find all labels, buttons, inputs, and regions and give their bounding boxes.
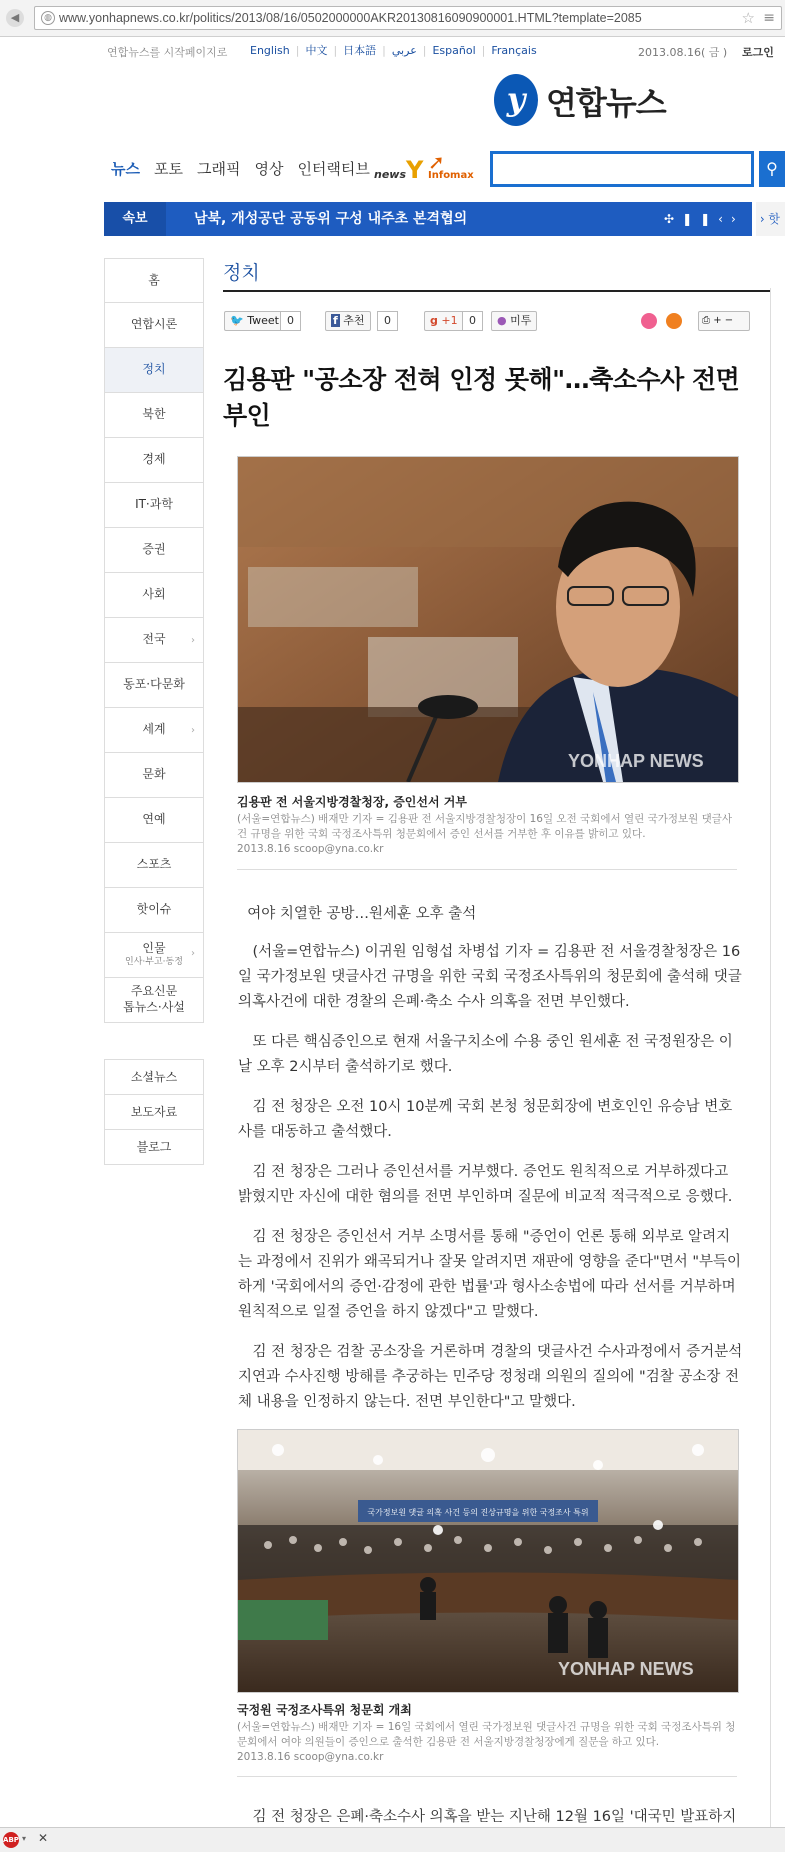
paragraph-cut: 김 전 청장은 은폐·축소수사 의혹을 받는 지난해 12월 16일 '대국민 발표하지 [252, 1809, 737, 1825]
me2day-button[interactable] [491, 311, 537, 331]
print-icon[interactable]: ⎙ [702, 315, 710, 326]
photo1-date: 2013.8.16 [237, 843, 291, 856]
left-menu-extra [104, 1059, 204, 1165]
adblock-icon[interactable]: ABP [3, 1832, 19, 1848]
paragraph: 김 전 청장은 오전 10시 10분께 국회 본청 청문회장에 변호인인 유승남 변호사를 대동하고 출석했다. [238, 1099, 733, 1140]
menu-label: 핫이슈 [136, 902, 172, 917]
gplus-button[interactable] [424, 311, 464, 331]
caption-divider [237, 869, 737, 870]
me2day-icon: ● [497, 314, 507, 327]
photo2-date: 2013.8.16 [237, 1751, 291, 1764]
facebook-recommend-button[interactable] [325, 311, 371, 331]
photo1-watermark: YONHAP NEWS [568, 751, 704, 771]
paragraph: 또 다른 핵심증인으로 현재 서울구치소에 수용 중인 원세훈 전 국정원장은 이날 오후 2시부터 출석하기로 했다. [238, 1034, 733, 1075]
nav-graphic[interactable]: 그래픽 [196, 160, 241, 178]
article-subtitle-text: 여야 치열한 공방…원세훈 오후 출석 [247, 906, 477, 922]
menu-label: 정치 [142, 362, 166, 377]
menu-culture[interactable] [104, 753, 204, 798]
caption-divider [237, 1776, 737, 1777]
menu-economy[interactable] [104, 438, 204, 483]
lang-arabic[interactable]: عربي [391, 44, 417, 57]
menu-newspapers[interactable] [104, 978, 204, 1023]
nav-video[interactable]: 영상 [254, 160, 284, 178]
tweet-button[interactable] [224, 311, 285, 331]
gplus-count: 0 [462, 311, 483, 331]
paragraph: 김 전 청장은 그러나 증인선서를 거부했다. 증언도 원칙적으로 거부하겠다고 밝혔지만 자신에 대한 혐의를 전면 부인하며 질문에 비교적 적극적으로 응했다. [238, 1164, 733, 1205]
nav-news[interactable]: 뉴스 [111, 160, 140, 178]
paragraph: 김 전 청장은 검찰 공소장을 거론하며 경찰의 댓글사건 수사과정에서 증거분석 지연과 수사진행 방해를 추궁하는 민주당 정청래 의원의 질의에 "검찰 공소장 전체 내용을 인정하지 않는다. 전면 부인한다"고 말했다. [238, 1344, 743, 1410]
breaking-news-bar [104, 202, 752, 236]
menu-label-2: 톱뉴스·사설 [123, 1000, 185, 1014]
logo-mark: y [494, 74, 538, 126]
menu-icon[interactable]: ≡ [763, 10, 775, 26]
breaking-loading-icon: ✣ [664, 212, 683, 226]
menu-press-release[interactable]: 보도자료 [105, 1094, 203, 1129]
prev-icon[interactable]: ‹ [718, 212, 731, 226]
section-divider [223, 290, 770, 292]
menu-label: 경제 [142, 452, 166, 467]
paragraph: 김 전 청장은 증인선서 거부 소명서를 통해 "증언이 언론 통해 외부로 알려지는 과정에서 진위가 왜곡되거나 잘못 알려지면 재판에 영향을 준다"면서 "부득이하게 '국회에서의 증언·감정에 관한 법률'과 형사소송법에 따라 선서를 거부하며 원칙적으로 일절 증언을 하지 않겠다"고 말했다. [238, 1229, 742, 1320]
lang-spanish[interactable]: Español [432, 44, 476, 57]
photo1-caption-title: 김용판 전 서울지방경찰청장, 증인선서 거부 [237, 795, 467, 809]
menu-sports[interactable] [104, 843, 204, 888]
pause-icon[interactable]: ❚❚ [682, 212, 719, 226]
menu-politics[interactable] [104, 348, 204, 393]
photo2-caption-title: 국정원 국정조사특위 청문회 개최 [237, 1703, 412, 1717]
photo1-caption-desc: (서울=연합뉴스) 배재만 기자 = 김용판 전 서울지방경찰청장이 16일 오전 국회에서 열린 국가정보원 댓글사건 규명을 위한 국회 국정조사특위 청문회에서 증인 선서를 거부한 후 이유를 밝히고 있다. [237, 813, 733, 841]
menu-label: 스포츠 [136, 857, 172, 872]
article-headline: 김용판 "공소장 전혀 인정 못해"…축소수사 전면 부인 [223, 365, 740, 431]
menu-label: 세계 [142, 722, 166, 737]
print-font-tools[interactable] [698, 311, 750, 331]
menu-home[interactable] [104, 258, 204, 303]
share-icon[interactable] [666, 313, 682, 329]
photo2-banner: 국가정보원 댓글 의혹 사건 등의 진상규명을 위한 국정조사 특위 [367, 1508, 589, 1517]
language-links: English | 中文 | 日本語 | عربي | Español | Français [250, 44, 537, 57]
globe-icon: ◍ [41, 11, 55, 25]
menu-label: 인물 [142, 941, 166, 956]
photo2-caption [237, 1720, 737, 1766]
menu-label: IT·과학 [135, 497, 173, 512]
site-logo[interactable] [494, 72, 694, 128]
left-menu [104, 258, 204, 1023]
chevron-right-icon: › [191, 634, 195, 646]
menu-multicultural[interactable] [104, 663, 204, 708]
me2day-label: 미투 [510, 314, 532, 327]
menu-label: 주요신문 [130, 984, 178, 999]
menu-people[interactable] [104, 933, 204, 978]
menu-label: 사회 [142, 587, 166, 602]
photo1-email: scoop@yna.co.kr [293, 843, 384, 856]
photo2-watermark: YONHAP NEWS [558, 1659, 694, 1679]
search-input[interactable] [490, 151, 754, 187]
tweet-count: 0 [280, 311, 301, 331]
menu-northkorea[interactable] [104, 393, 204, 438]
nav-photo[interactable]: 포토 [153, 160, 183, 178]
logo-text: 연합뉴스 [546, 84, 666, 122]
menu-label: 문화 [142, 767, 166, 782]
menu-label: 동포·다문화 [123, 677, 185, 692]
emotion-icon[interactable] [641, 313, 657, 329]
infomax-label: Infomax [428, 170, 474, 181]
menu-label: 연합시론 [130, 317, 178, 332]
search-icon[interactable]: ⚲ [759, 151, 785, 187]
photo2-email: scoop@yna.co.kr [293, 1751, 384, 1764]
browser-addon-bar [0, 1827, 785, 1852]
photo2-caption-credit [237, 1750, 737, 1765]
login-link[interactable]: 로그인 [742, 46, 774, 59]
font-decrease-icon[interactable]: − [724, 315, 734, 326]
twitter-icon: 🐦 [230, 314, 244, 327]
next-icon[interactable]: › [730, 212, 744, 226]
gplus-icon: g [430, 314, 438, 327]
breaking-tag: 속보 [104, 202, 166, 236]
menu-label: 북한 [142, 407, 166, 422]
menu-sublabel: 인사·부고·동정 [125, 956, 183, 967]
breaking-controls [664, 202, 744, 236]
menu-stocks[interactable] [104, 528, 204, 573]
menu-regional[interactable] [104, 618, 204, 663]
photo2-caption-desc: (서울=연합뉴스) 배재만 기자 = 16일 국회에서 열린 국가정보원 댓글사건 규명을 위한 국회 국정조사특위 청문회에서 여야 의원들이 증인으로 출석한 김용판 전 서울지방경찰청장에게 질문을 하고 있다. [237, 1721, 736, 1749]
nav-interactive[interactable]: 인터랙티브 [297, 160, 370, 178]
menu-label: 홈 [148, 272, 160, 287]
next-panel-icon[interactable]: › 핫 [756, 202, 785, 236]
article-subtitle [238, 902, 476, 923]
infomax-arrow-icon: ➚ [428, 150, 445, 174]
address-bar[interactable] [34, 6, 782, 30]
menu-editorial[interactable] [104, 303, 204, 348]
menu-label: 연예 [142, 812, 166, 827]
menu-blog[interactable]: 블로그 [105, 1129, 203, 1164]
dropdown-icon[interactable]: ▾ [22, 1834, 27, 1843]
back-icon[interactable]: ◀ [6, 9, 24, 27]
content-border [770, 288, 771, 1851]
url-text: www.yonhapnews.co.kr/politics/2013/08/16/0502000000AKR20130816090900001.HTML?template=2085 [59, 11, 642, 25]
facebook-icon: f [333, 314, 338, 327]
newsy-y-icon: Y [406, 156, 424, 184]
photo1-caption-credit [237, 842, 737, 857]
paragraph: (서울=연합뉴스) 이귀원 임형섭 차병섭 기자 = 김용판 전 서울경찰청장은 16일 국가정보원 댓글사건 규명을 위한 국회 국정조사특위의 청문회에 출석해 댓글 의혹사건에 대한 경찰의 은폐·축소 수사 의혹을 전면 부인했다. [238, 944, 742, 1010]
close-icon[interactable]: ✕ [38, 1831, 49, 1845]
menu-label: 증권 [142, 542, 166, 557]
breaking-headline[interactable]: 남북, 개성공단 공동위 구성 내주초 본격협의 [194, 211, 468, 227]
browser-toolbar [0, 0, 785, 37]
article-photo-1[interactable] [237, 456, 739, 783]
lang-japanese[interactable]: 日本語 [343, 44, 377, 57]
chevron-right-icon: › [191, 948, 195, 959]
section-title[interactable]: 정치 [223, 262, 260, 284]
menu-society[interactable] [104, 573, 204, 618]
font-increase-icon[interactable]: + [713, 315, 722, 326]
newsy-link[interactable] [374, 156, 423, 184]
facebook-count: 0 [377, 311, 398, 331]
infomax-link[interactable] [428, 150, 474, 181]
lang-chinese[interactable]: 中文 [305, 44, 328, 57]
menu-it-science[interactable] [104, 483, 204, 528]
gplus-label: +1 [441, 314, 458, 327]
menu-hot-issue[interactable] [104, 888, 204, 933]
date-label: 2013.08.16( 금 ) [638, 46, 728, 59]
main-nav [111, 158, 384, 179]
menu-world[interactable] [104, 708, 204, 753]
photo1-caption [237, 812, 737, 858]
menu-label: 전국 [142, 632, 166, 647]
article-photo-2[interactable] [237, 1429, 739, 1693]
chevron-right-icon: › [191, 724, 195, 736]
menu-entertainment[interactable] [104, 798, 204, 843]
photo2-image [238, 1430, 738, 1692]
menu-social-news[interactable]: 소셜뉴스 [130, 1070, 178, 1084]
newsy-label: news [374, 168, 407, 181]
star-icon[interactable]: ☆ [741, 9, 755, 27]
lang-english[interactable]: English [250, 44, 290, 57]
facebook-label: 추천 [343, 314, 365, 327]
photo1-image [238, 457, 738, 782]
set-homepage-link[interactable]: 연합뉴스를 시작페이지로 [107, 46, 228, 59]
tweet-label: Tweet [247, 314, 279, 327]
lang-french[interactable]: Français [491, 44, 537, 57]
